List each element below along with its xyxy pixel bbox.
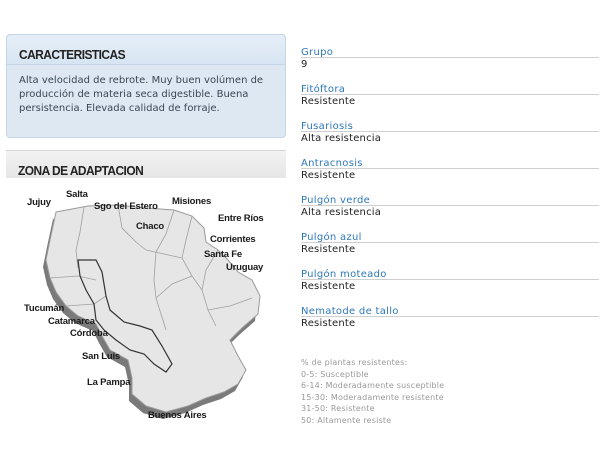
attr-label: Grupo xyxy=(301,47,334,58)
zona-title: ZONA DE ADAPTACION xyxy=(18,163,144,178)
caracteristicas-title: CARACTERISTICAS xyxy=(19,47,126,62)
province-label: Santa Fe xyxy=(204,249,242,260)
attr-nematode xyxy=(301,303,599,340)
attr-label: Fitóftora xyxy=(301,84,346,95)
legend-line: % de plantas resistentes: xyxy=(301,358,408,367)
attr-label: Pulgón azul xyxy=(301,232,362,243)
attr-label: Antracnosis xyxy=(301,158,363,169)
attr-value: Resistente xyxy=(301,244,356,255)
province-label: Córdoba xyxy=(70,328,108,339)
attr-label: Pulgón moteado xyxy=(301,269,387,280)
province-label: Catamarca xyxy=(48,316,95,327)
attr-value: Resistente xyxy=(301,318,356,329)
province-label: Salta xyxy=(66,189,88,200)
province-label: Sgo del Estero xyxy=(94,201,158,212)
attr-pulgon-verde xyxy=(301,192,599,229)
caracteristicas-header xyxy=(7,35,285,65)
province-label: Uruguay xyxy=(226,262,264,273)
legend-line: 6-14: Moderadamente susceptible xyxy=(301,381,445,390)
resistance-legend xyxy=(301,357,444,426)
province-label: Misiones xyxy=(172,196,212,207)
attributes-list xyxy=(301,44,599,340)
province-label: Chaco xyxy=(136,221,165,232)
attr-value: Resistente xyxy=(301,281,356,292)
province-label: Corrientes xyxy=(210,234,256,245)
attr-label: Fusariosis xyxy=(301,121,354,132)
attr-grupo xyxy=(301,44,599,81)
legend-line: 0-5: Susceptible xyxy=(301,369,369,379)
adaptation-map xyxy=(6,180,286,430)
legend-line: 50: Altamente resiste xyxy=(301,415,392,425)
province-label: Tucumán xyxy=(24,303,65,314)
attr-value: Resistente xyxy=(301,170,356,181)
attr-value: 9 xyxy=(301,59,308,70)
attr-pulgon-azul xyxy=(301,229,599,266)
attr-fitoftora xyxy=(301,81,599,118)
province-label: La Pampa xyxy=(87,377,131,388)
province-label: Buenos Aires xyxy=(148,410,207,421)
legend-line: 31-50: Resistente xyxy=(301,404,375,413)
attr-pulgon-moteado xyxy=(301,266,599,303)
attr-label: Nematode de tallo xyxy=(301,306,399,317)
attr-value: Alta resistencia xyxy=(301,207,382,218)
attr-label: Pulgón verde xyxy=(301,195,371,206)
caracteristicas-panel xyxy=(6,34,286,138)
province-label: Jujuy xyxy=(27,197,51,208)
attr-value: Alta resistencia xyxy=(301,133,382,144)
zona-header xyxy=(6,150,286,178)
province-label: Entre Ríos xyxy=(218,213,264,224)
province-label: San Luis xyxy=(82,351,120,362)
legend-line: 15-30: Moderadamente resistente xyxy=(301,392,444,402)
attr-value: Resistente xyxy=(301,96,356,107)
attr-fusariosis xyxy=(301,118,599,155)
caracteristicas-text: Alta velocidad de rebrote. Muy buen volúmen de producción de materia seca digestible. Buena persistencia. Elevada calidad de forraje. xyxy=(19,75,264,114)
attr-antracnosis xyxy=(301,155,599,192)
